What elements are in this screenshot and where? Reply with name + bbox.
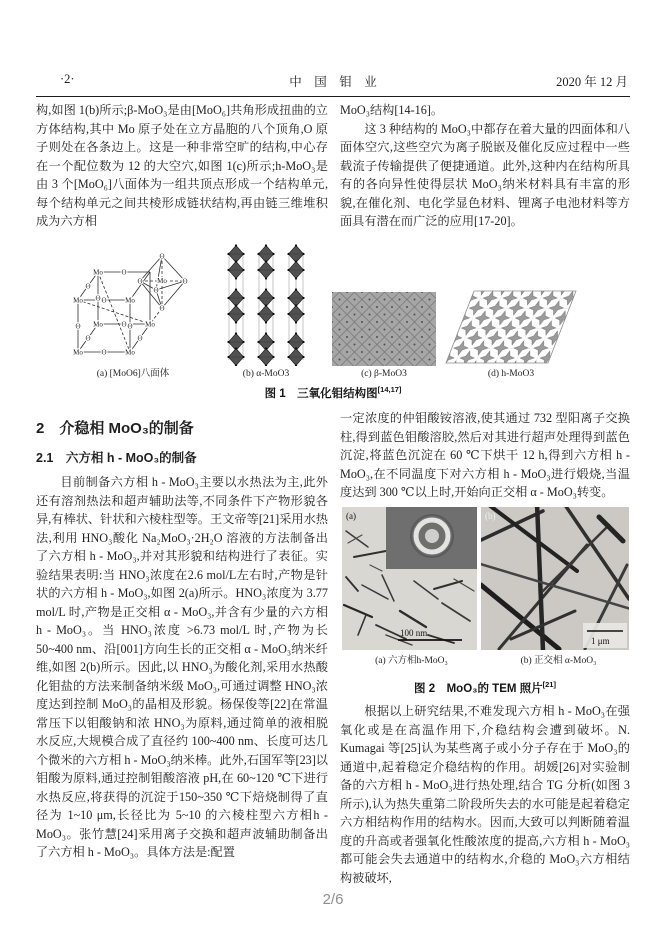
mo-atom-label: Mo	[93, 268, 103, 277]
o-atom-label: O	[153, 286, 159, 295]
figure2-subcaption-a: (a) 六方相h-MoO₃	[375, 655, 448, 666]
right-column-top	[340, 101, 630, 231]
body-paragraph: 这 3 种结构的 MoO₃中都存在着大量的四面体和八面体空穴,这些空穴为离子脱嵌及催化反应过程中一些载流子传输提供了便捷通道。此外,这种内在结构所具有的各向异性使得层状 MoO₃纳米材料具有丰富的形貌,在催化剂、电化学显色材料、锂离子电池材料等方面具有潜在而广泛的应用[17-20]。	[340, 121, 630, 228]
figure1-caption-reference: [14,17]	[377, 385, 402, 395]
header-page-number: ·2·	[60, 72, 75, 86]
tem-label-a: (a)	[345, 510, 356, 521]
o-atom-label: O	[85, 282, 91, 291]
o-atom-label: O	[101, 348, 107, 357]
h-moo3-structure-image	[444, 288, 578, 366]
header-journal-title: 中 国 钼 业	[289, 75, 377, 89]
body-paragraph: MoO₃结构[14-16]。	[340, 103, 444, 117]
header-issue-date: 2020 年 12 月	[556, 75, 628, 89]
mo-atom-label: Mo	[145, 320, 155, 329]
figure1-subfig-a	[58, 250, 208, 379]
o-atom-label: O	[159, 252, 165, 261]
left-column-top	[36, 101, 328, 231]
tem-label-b: (b)	[484, 510, 495, 521]
tem-image-h-moo3	[342, 507, 477, 650]
body-paragraph: 目前制备六方相 h - MoO₃主要以水热法为主,此外还有溶剂热法和超声辅助法等,不同条件下产物形貌各异,有棒状、针状和六棱柱型等。王文帝等[21]采用水热法,利用 HNO₃酸化 Na₂MoO₃·2H₂O 溶液的方法制备出了六方相 h - MoO₃,并对其形貌和结构进行了表征。实验结果表明:当 HNO₃浓度在2.6 mol/L左右时,产物是针状的六方相 h - MoO₃,如图 2(a)所示。HNO₃浓度为 3.77 mol/L 时,产物是正交相 α - MoO₃,并含有少量的六方相 h - MoO₃。当 HNO₃浓度 >6.73 mol/L 时,产物为长 50~400 nm、沿[001]方向生长的正交相 α - MoO₃纳米纤维,如图 2(b)所示。因此,以 HNO₃为酸化剂,采用水热酸化钼盐的方法来制备纳米级 MoO₃,可通过调整 HNO₃浓度达到控制 MoO₃的晶相及形貌。杨保俊等[22]在常温常压下以钼酸钠和浓 HNO₃为原料,通过简单的液相脱水反应,大规模合成了直径约 100~400 nm、长度可达几个微米的六方相 h - MoO₃纳米棒。此外,石国军等[23]以钼酸为原料,通过控制钼酸溶液 pH,在 60~120 ℃下进行水热反应,将获得的沉淀于150~350 ℃下焙烧制得了直径为 1~10 μm,长径比为 5~10 的六棱柱型六方相h - MoO₃。张竹慧[24]采用离子交换和超声波辅助制备出了六方相 h - MoO₃。具体方法是:配置	[36, 475, 328, 859]
figure-2-tem-photos	[340, 507, 630, 699]
subsection-heading: 2.1 六方相 h - MoO₃的制备	[36, 450, 197, 465]
mo-atom-label: Mo	[125, 348, 135, 357]
figure2-caption	[340, 676, 630, 698]
scale-bar-label-b: 1 μm	[590, 635, 610, 646]
o-atom-label: O	[121, 268, 127, 277]
figure1-subfig-c	[332, 292, 436, 379]
section-heading: 2 介稳相 MoO₃的制备	[36, 420, 194, 437]
o-atom-label: O	[101, 296, 107, 305]
beta-moo3-structure-image	[332, 292, 436, 366]
o-atom-label: O	[159, 304, 165, 313]
figure1-caption	[36, 385, 630, 401]
mo-atom-label: Mo	[93, 320, 103, 329]
moo6-octahedron-diagram	[58, 250, 208, 362]
body-paragraph: 一定浓度的仲钼酸铵溶液,使其通过 732 型阳离子交换柱,得到蓝色钼酸溶胶,然后对其进行超声处理得到蓝色沉淀,将蓝色沉淀在 60 ℃下烘干 12 h,得到六方相 h - MoO₃,在不同温度下对六方相 h - MoO₃进行煅烧,当温度达到 300 ℃以上时,开始向正交相 α - MoO₃转变。	[340, 411, 630, 499]
figure1-subcaption-a: (a) [MoO6]八面体	[96, 369, 170, 379]
o-atom-label: O	[75, 322, 81, 331]
figure1-subcaption-d: (d) h-MoO3	[487, 369, 535, 379]
left-column-bottom	[36, 420, 328, 862]
body-paragraph: 根据以上研究结果,不难发现六方相 h - MoO₃在强氧化或是在高温作用下,介稳结构会遭到破坏。N. Kumagai 等[25]认为某些离子或小分子存在于 MoO₃的通道中,起着稳定介稳结构的作用。胡媛[26]对实验制备的六方相 h - MoO₃进行热处理,结合 TG 分析(如图 3 所示),认为热失重第二阶段所失去的水可能是起着稳定六方相结构作用的结构水。因而,大致可以判断随着温度的升高或者强氧化性酸浓度的提高,六方相 h - MoO₃都可能会失去通道中的结构水,介稳的 MoO₃六方相结构被破坏,	[340, 704, 630, 885]
o-atom-label: O	[95, 294, 101, 303]
o-atom-label: O	[85, 334, 91, 343]
right-column-bottom	[340, 409, 630, 887]
body-paragraph: 构,如图 1(b)所示;β-MoO₃是由[MoO₆]共角形成扭曲的立方体结构,其中 Mo 原子处在立方晶胞的八个顶角,O 原子则处在各条边上。这是一种非常空旷的结构,中心存在一个配位数为 12 的大空穴,如图 1(c)所示;h-MoO₃是由 3 个[MoO₆]八面体为一组共顶点形成一个结构单元,每个结构单元之间共棱形成链状结构,再由链三维堆积成为六方相	[36, 103, 328, 228]
tem-image-alpha-moo3	[481, 507, 629, 650]
mo-atom-label: Mo	[73, 348, 83, 357]
figure2-caption-reference: [21]	[542, 680, 556, 689]
mo-atom-label: Mo	[157, 277, 167, 285]
scale-bar-label-a: 100 nm	[399, 627, 427, 638]
pdf-page-indicator: 2/6	[322, 891, 344, 908]
o-atom-label: O	[127, 322, 133, 331]
o-atom-label: O	[121, 320, 127, 329]
figure1-subfig-b	[220, 244, 312, 379]
figure2-subcaption-b: (b) 正交相 α-MoO₃	[520, 655, 597, 666]
figure1-subfig-d	[444, 288, 578, 379]
alpha-moo3-structure-image	[220, 244, 312, 366]
figure-1-moo3-structures	[36, 244, 630, 401]
header-rule	[36, 96, 630, 97]
o-atom-label: O	[137, 277, 143, 286]
o-atom-label: O	[137, 334, 143, 343]
page-header	[36, 72, 630, 92]
figure1-subcaption-c: (c) β-MoO3	[361, 369, 407, 379]
mo-atom-label: Mo	[125, 296, 135, 305]
mo-atom-label: Mo	[73, 296, 83, 305]
figure1-subcaption-b: (b) α-MoO3	[242, 369, 290, 379]
o-atom-label: O	[182, 277, 188, 286]
figure1-caption-text: 图 1 三氧化钼结构图	[264, 388, 378, 400]
figure2-caption-text: 图 2 MoO₃的 TEM 照片	[414, 682, 543, 695]
